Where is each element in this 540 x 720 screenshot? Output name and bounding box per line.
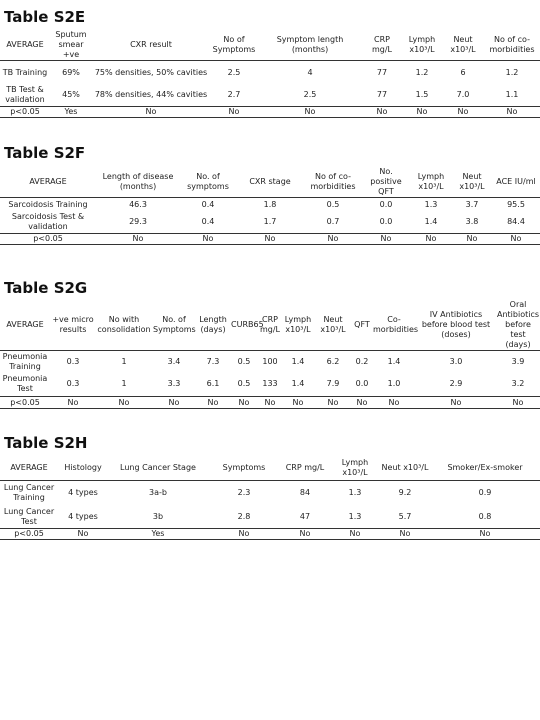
table-cell: 0.5 [237,379,251,389]
table-cell: Yes [108,528,208,539]
table-cell: No [416,397,496,409]
table-cell: No [362,234,410,245]
table-cell: 2.7 [227,90,241,100]
column-header: AVERAGE [0,300,50,351]
column-header: Length of disease (months) [96,167,180,198]
column-header: CXR result [92,30,210,61]
column-header: No of co-morbidities [304,167,362,198]
table-cell: 3.7 [465,199,479,209]
table-cell: Yes [50,107,92,118]
column-header: CRP mg/L [280,456,330,480]
table-cell: 45% [62,90,80,100]
table-cell: 1 [121,379,127,389]
table-cell: No [452,234,492,245]
table-cell: 77 [376,67,388,77]
row-label: TB Test & validation [5,85,45,105]
table-row [0,397,540,409]
table-cell: No [50,397,96,409]
table-cell: 2.8 [237,511,251,521]
table-cell: 3.3 [167,379,181,389]
table-cell: 46.3 [129,199,147,209]
table-title: Table S2G [4,279,88,297]
column-header: Lymph x10³/L [402,30,442,61]
table-cell: 0.5 [326,199,340,209]
table-cell: 3.2 [511,379,525,389]
table-cell: 95.5 [507,199,525,209]
table-cell: No [58,528,108,539]
table-cell: 7.3 [206,356,220,366]
table-cell: No [410,234,452,245]
table-cell: 0.2 [355,356,369,366]
table-cell: No [258,397,282,409]
table-cell: No [372,397,416,409]
table-cell: No [96,397,152,409]
column-header: AVERAGE [0,167,96,198]
table-cell: 84.4 [507,217,525,227]
table-cell: No [96,234,180,245]
column-header: Neut x10³/L [442,30,484,61]
table-cell: 1.4 [424,217,438,227]
table-cell: 77 [376,90,388,100]
column-header: Neut x10³/L [452,167,492,198]
data-table [0,456,540,540]
table-cell: No [196,397,230,409]
table-cell: 3b [152,511,164,521]
table-cell: 1.2 [505,67,519,77]
table-cell: 75% densities, 50% cavities [94,67,208,77]
column-header: Lymph x10³/L [282,300,314,351]
table-cell: 1.0 [387,379,401,389]
column-header: Symptom length (months) [258,30,362,61]
row-label: p<0.05 [0,397,50,409]
table-cell: 6.2 [326,356,340,366]
table-cell: No [402,107,442,118]
row-label: TB Training [2,67,48,77]
row-label: p<0.05 [0,234,96,245]
table-cell: 0.7 [326,217,340,227]
table-row [0,373,540,397]
column-header: QFT [352,300,372,351]
column-header: No of co-morbidities [484,30,540,61]
column-header: No. positive QFT [362,167,410,198]
table-cell: 3a-b [149,488,167,498]
table-cell: 0.0 [379,199,393,209]
column-header: Co-morbidities [372,300,416,351]
table-row [0,528,540,539]
row-label: Pneumonia Training [2,351,48,371]
table-cell: No [236,234,304,245]
column-header: ACE IU/ml [492,167,540,198]
table-cell: No [304,234,362,245]
table-row [0,107,540,118]
column-header: Lymph x10³/L [330,456,380,480]
table-cell: No [352,397,372,409]
column-header: AVERAGE [0,30,50,61]
table-cell: No [180,234,236,245]
table-cell: 0.4 [201,199,215,209]
table-cell: No [496,397,540,409]
column-header: No. of symptoms [180,167,236,198]
table-cell: 100 [262,356,278,366]
table-cell: 133 [262,379,278,389]
row-label: p<0.05 [0,528,58,539]
table-cell: No [362,107,402,118]
row-label: Lung Cancer Training [3,483,55,503]
table-cell: 0.3 [66,379,80,389]
table-cell: 1.1 [505,90,519,100]
table-cell: 4 types [68,488,98,498]
column-header: Smoker/Ex-smoker [430,456,540,480]
column-header: CXR stage [236,167,304,198]
table-cell: 1.3 [348,511,362,521]
table-row [0,506,540,528]
table-row [0,61,540,85]
table-cell: 1.4 [291,379,305,389]
table-cell: No [484,107,540,118]
table-row [0,198,540,212]
table-title: Table S2H [4,434,88,452]
table-cell: No [208,528,280,539]
table-row [0,85,540,107]
table-row [0,212,540,234]
table-cell: 47 [299,511,311,521]
table-cell: 1.3 [424,199,438,209]
table-cell: 9.2 [398,488,412,498]
table-cell: No [210,107,258,118]
column-header: Symptoms [208,456,280,480]
table-cell: No [282,397,314,409]
data-table [0,300,540,409]
table-cell: 0.0 [355,379,369,389]
column-header: AVERAGE [0,456,58,480]
table-cell: 5.7 [398,511,412,521]
table-cell: 1 [121,356,127,366]
table-cell: 1.4 [291,356,305,366]
table-cell: 2.3 [237,488,251,498]
table-cell: 1.8 [263,199,277,209]
table-cell: 69% [62,67,80,77]
table-cell: No [330,528,380,539]
table-cell: 1.7 [263,217,277,227]
column-header: Sputum smear +ve [50,30,92,61]
table-cell: 0.0 [379,217,393,227]
table-cell: 3.9 [511,356,525,366]
column-header: No of Symptoms [210,30,258,61]
column-header: CURB65 [230,300,258,351]
table-cell: No [92,107,210,118]
table-cell: 2.5 [227,67,241,77]
table-cell: 1.3 [348,488,362,498]
row-label: p<0.05 [0,107,50,118]
table-cell: 29.3 [129,217,147,227]
table-cell: No [258,107,362,118]
row-label: Sarcoidosis Training [8,199,88,209]
table-cell: 3.4 [167,356,181,366]
table-cell: 84 [299,488,311,498]
row-label: Sarcoidosis Test & validation [11,212,85,232]
column-header: CRP mg/L [362,30,402,61]
column-header: Lymph x10³/L [410,167,452,198]
row-label: Pneumonia Test [2,374,48,394]
column-header: Neut x10³/L [314,300,352,351]
table-cell: No [492,234,540,245]
table-cell: No [442,107,484,118]
table-cell: 0.3 [66,356,80,366]
table-cell: 4 types [68,511,98,521]
table-cell: 4 [307,67,313,77]
table-cell: 0.9 [478,488,492,498]
column-header: Oral Antibiotics before test (days) [497,300,540,349]
table-cell: 0.5 [237,356,251,366]
table-cell: 1.5 [415,90,429,100]
table-cell: 1.4 [387,356,401,366]
data-table [0,30,540,118]
table-title: Table S2F [4,144,86,162]
table-cell: No [430,528,540,539]
column-header: Lung Cancer Stage [108,456,208,480]
column-header: Length (days) [196,300,230,351]
table-cell: 6 [460,67,466,77]
table-cell: 7.9 [326,379,340,389]
table-cell: 6.1 [206,379,220,389]
column-header: CRP mg/L [258,300,282,351]
data-table [0,167,540,245]
table-row [0,234,540,245]
table-cell: 0.8 [478,511,492,521]
table-row [0,351,540,373]
table-cell: No [280,528,330,539]
column-header: No. of Symptoms [152,300,196,351]
table-cell: 1.2 [415,67,429,77]
table-cell: 2.5 [303,90,317,100]
table-cell: 78% densities, 44% cavities [94,90,208,100]
table-cell: No [230,397,258,409]
row-label: Lung Cancer Test [3,506,55,526]
table-cell: 3.8 [465,217,479,227]
table-cell: No [380,528,430,539]
column-header: +ve micro results [50,300,96,351]
table-cell: No [152,397,196,409]
column-header: Histology [58,456,108,480]
table-cell: 0.4 [201,217,215,227]
column-header: IV Antibiotics before blood test (doses) [416,300,496,351]
table-title: Table S2E [4,8,86,26]
table-cell: 7.0 [456,90,470,100]
table-cell: 2.9 [449,379,463,389]
table-cell: No [314,397,352,409]
column-header: No with consolidation [96,300,152,351]
table-row [0,480,540,506]
column-header: Neut x10³/L [380,456,430,480]
table-cell: 3.0 [449,356,463,366]
